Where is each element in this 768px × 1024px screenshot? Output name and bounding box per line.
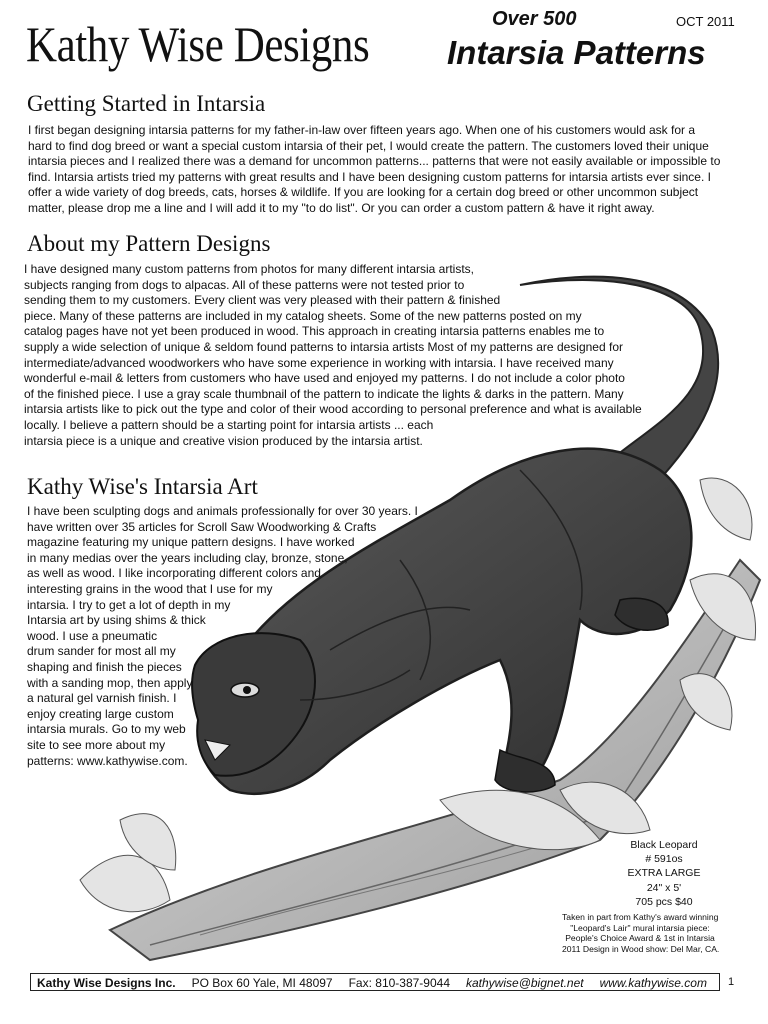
figure-caption: Black Leopard # 591os EXTRA LARGE 24" x 5' 705 pcs $40 xyxy=(627,839,701,908)
footer-website[interactable]: www.kathywise.com xyxy=(599,976,707,990)
footer-bar xyxy=(30,973,720,991)
footer-company: Kathy Wise Designs Inc. xyxy=(37,976,176,990)
figure-credit: Taken in part from Kathy's award winning "Leopard's Lair" mural intarsia piece: People's Choice Award & 1st in Intarsia 2011 Design in Wood show: Del Mar, CA. xyxy=(562,912,720,954)
getting-started-body: I first began designing intarsia patterns for my father-in-law over fifteen years ago. When one of his customers would ask for a hard to find dog breed or want a special custom intarsia of their pet, I would create the pattern. The customers loved their unique intarsia pieces and I realized there was a demand for uncommon patterns... patterns that were not easily available or impossible to find. Intarsia artists tried my patterns with great results and I have been designing custom patterns for intarsia artists ever since. I offer a wide variety of dog breeds, cats, horses & wildlife. If you are looking for a certain dog breed or other uncommon subject matter, please drop me a line and I will add it to my "to do list". Or you can order a custom pattern & have it right away. xyxy=(28,123,721,215)
heading-about: About my Pattern Designs xyxy=(27,231,271,256)
issue-date: OCT 2011 xyxy=(676,14,735,29)
art-body: I have been sculpting dogs and animals professionally for over 30 years. I have written over 35 articles for Scroll Saw Woodworking & Crafts magazine featuring my unique pattern designs. I have worked in many medias over the years including clay, bronze, stone, as well as wood. I like incorporating different colors and interesting grains in the wood that I use for my intarsia. I try to get a lot of depth in my Intarsia art by using shims & thick wood. I use a pneumatic drum sander for most all my shaping and finish the pieces with a sanding mop, then apply a natural gel varnish finish. I enjoy creating large custom intarsia murals. Go to my web site to see more about my patterns: www.kathywise.com. xyxy=(27,504,418,768)
page-number: 1 xyxy=(728,976,735,988)
about-body: I have designed many custom patterns from photos for many different intarsia artists, subjects ranging from dogs to alpacas. All of these patterns were not tested prior to sending them to my customers. Every client was very pleased with their pattern & finished piece. Many of these patterns are included in my catalog sheets. Some of the new patterns posted on my catalog pages have not yet been produced in wood. This approach in creating intarsia patterns enables me to supply a wide selection of unique & seldom found patterns to intarsia artists Most of my patterns are designed for intermediate/advanced woodworkers who have some experience in working with intarsia. I have received many wonderful e-mail & letters from customers who have used and enjoyed my patterns. I do not include a color photo of the finished piece. I use a gray scale thumbnail of the pattern to indicate the lights & darks in the pattern. Many intarsia artists like to pick out the type and color of their wood according to personal preference and what is available locally. I believe a pattern should be a starting point for intarsia artists ... each intarsia piece is a unique and creative vision produced by the intarsia artist. xyxy=(24,262,642,448)
footer-address: PO Box 60 Yale, MI 48097 xyxy=(191,976,333,990)
heading-getting-started: Getting Started in Intarsia xyxy=(27,91,266,116)
tagline-main: Intarsia Patterns xyxy=(447,34,706,71)
tagline-top: Over 500 xyxy=(492,8,577,30)
heading-art: Kathy Wise's Intarsia Art xyxy=(27,474,258,499)
brand-title: Kathy Wise Designs xyxy=(26,16,370,72)
footer-email[interactable]: kathywise@bignet.net xyxy=(466,976,584,990)
footer-fax: Fax: 810-387-9044 xyxy=(348,976,450,990)
